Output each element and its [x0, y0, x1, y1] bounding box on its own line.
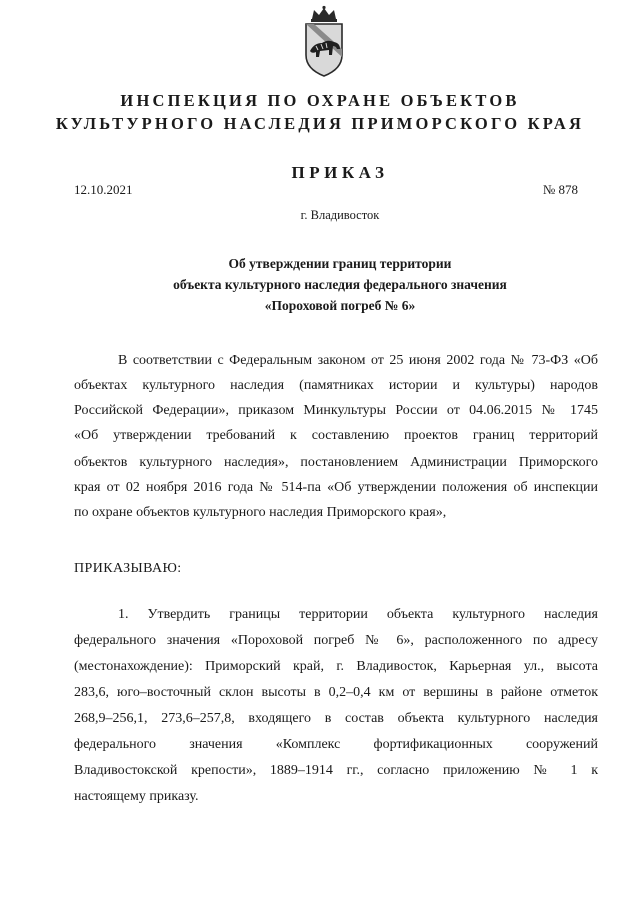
preamble-line-2: объектах культурного наследия (памятниках истории и культуры) народов: [74, 378, 598, 393]
org-name-line-1: ИНСПЕКЦИЯ ПО ОХРАНЕ ОБЪЕКТОВ: [120, 91, 520, 110]
preamble-line-4: «Об утверждении требований к составлению проектов границ территорий: [74, 428, 598, 443]
document-date: 12.10.2021: [74, 182, 133, 197]
document-city: г. Владивосток: [300, 208, 380, 222]
order-title-line-3: «Пороховой погреб № 6»: [264, 298, 416, 313]
item1-line-6: федерального значения «Комплекс фортификационных сооружений: [74, 737, 598, 752]
org-name-line-2: КУЛЬТУРНОГО НАСЛЕДИЯ ПРИМОРСКОГО КРАЯ: [55, 114, 585, 133]
preamble-line-6: края от 02 ноября 2016 года № 514-па «Об утверждении положения об инспекции: [74, 480, 598, 495]
document-number: № 878: [542, 182, 578, 197]
order-title-line-2: объекта культурного наследия федерального значения: [173, 277, 507, 292]
item1-line-4: 283,6, юго–восточный склон высоты в 0,2–0,4 км от вершины в районе отметок: [74, 685, 598, 700]
order-title-line-1: Об утверждении границ территории: [228, 256, 452, 271]
preamble-line-1: В соответствии с Федеральным законом от 25 июня 2002 года № 73-ФЗ «Об: [118, 353, 598, 368]
item1-line-7: Владивостокской крепости», 1889–1914 гг., согласно приложению № 1 к: [74, 763, 598, 778]
coat-of-arms-emblem: [296, 5, 352, 79]
preamble-line-7: по охране объектов культурного наследия Приморского края»,: [74, 505, 447, 520]
item1-line-5: 268,9–256,1, 273,6–257,8, входящего в состав объекта культурного наследия: [74, 711, 598, 726]
item1-line-8: настоящему приказу.: [74, 789, 199, 804]
item1-line-1: 1. Утвердить границы территории объекта культурного наследия: [118, 607, 598, 622]
item1-line-2: федерального значения «Пороховой погреб № 6», расположенного по адресу: [74, 633, 598, 648]
item1-line-3: (местонахождение): Приморский край, г. Владивосток, Карьерная ул., высота: [74, 659, 598, 674]
order-directive-word: ПРИКАЗЫВАЮ:: [74, 561, 182, 576]
preamble-line-3: Российской Федерации», приказом Минкультуры России от 04.06.2015 № 1745: [74, 403, 598, 418]
preamble-line-5: объектов культурного наследия», постановлением Администрации Приморского: [74, 455, 598, 470]
document-type-heading: ПРИКАЗ: [291, 163, 389, 182]
